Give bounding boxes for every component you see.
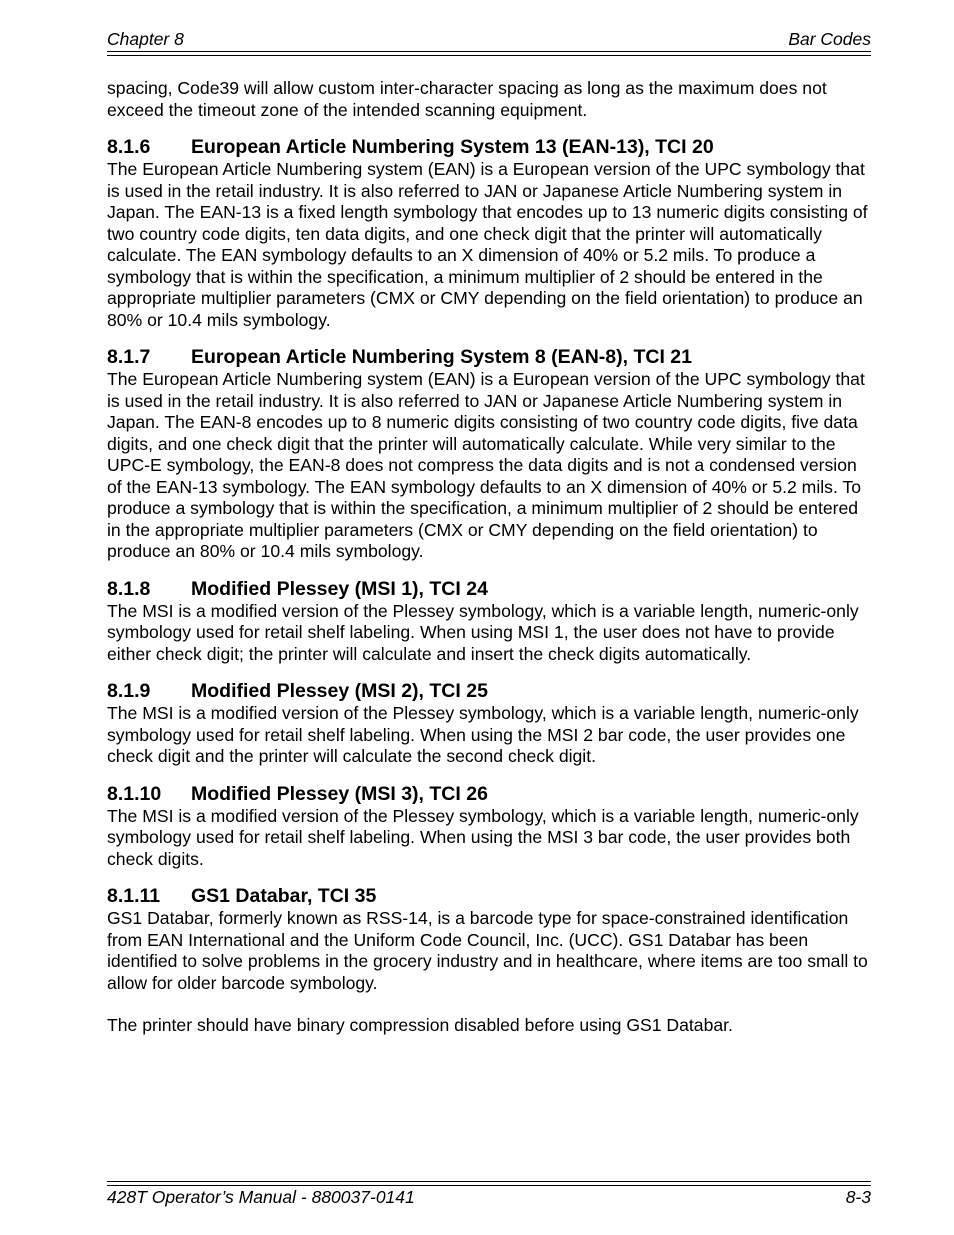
section-body: The European Article Numbering system (EAN) is a European version of the UPC symbology that is used in the retail industry. It is also referred to JAN or Japanese Article Numbering system in Japan. The EAN-8 encodes up to 8 numeric digits consisting of two country code digits, five data digits, and one check digit that the printer will automatically calculate. While very similar to the UPC-E symbology, the EAN-8 does not compress the data digits and is not a condensed version of the EAN-13 symbology. The EAN symbology defaults to an X dimension of 40% or 5.2 mils. To produce a symbology that is within the specification, a minimum multiplier of 2 should be entered in the appropriate multiplier parameters (CMX or CMY depending on the field orientation) to produce an 80% or 10.4 mils symbology.	[107, 369, 865, 561]
section-title: Modified Plessey (MSI 3), TCI 26	[191, 782, 488, 805]
section-title: GS1 Databar, TCI 35	[191, 885, 377, 907]
section-heading	[107, 782, 871, 806]
section-body: The European Article Numbering system (EAN) is a European version of the UPC symbology that is used in the retail industry. It is also referred to JAN or Japanese Article Numbering system in Japan. The EAN-13 is a fixed length symbology that encodes up to 13 numeric digits consisting of two country code digits, ten data digits, and one check digit that the printer will automatically calculate. The EAN symbology defaults to an X dimension of 40% or 5.2 mils. To produce a symbology that is within the specification, a minimum multiplier of 2 should be entered in the appropriate multiplier parameters (CMX or CMY depending on the field orientation) to produce an 80% or 10.4 mils symbology.	[107, 159, 868, 330]
intro-paragraph: spacing, Code39 will allow custom inter-character spacing as long as the maximum does not exceed the timeout zone of the intended scanning equipment.	[107, 78, 827, 120]
section-heading	[107, 679, 871, 703]
section-heading	[107, 345, 871, 369]
section-number: 8.1.11	[107, 885, 161, 907]
section-heading	[107, 884, 871, 908]
section-8-1-10	[107, 782, 871, 871]
page-content	[107, 78, 871, 1037]
manual-title: 428T Operator’s Manual - 880037-0141	[107, 1187, 415, 1207]
section-8-1-6	[107, 135, 871, 331]
section-note: The printer should have binary compression disabled before using GS1 Databar.	[107, 1015, 733, 1035]
section-8-1-9	[107, 679, 871, 768]
chapter-title: Bar Codes	[788, 29, 871, 49]
section-number: 8.1.8	[107, 577, 151, 600]
section-number: 8.1.9	[107, 680, 151, 702]
section-title: European Article Numbering System 8 (EAN-8), TCI 21	[191, 346, 692, 368]
section-8-1-7	[107, 345, 871, 563]
page-header	[107, 28, 871, 50]
header-divider	[107, 51, 871, 56]
section-title: Modified Plessey (MSI 1), TCI 24	[191, 577, 488, 600]
section-body: GS1 Databar, formerly known as RSS-14, is a barcode type for space-constrained identification from EAN International and the Uniform Code Council, Inc. (UCC). GS1 Databar has been identified to solve problems in the grocery industry and in healthcare, where items are too small to allow for older barcode symbology.	[107, 908, 868, 993]
section-heading	[107, 135, 871, 159]
page-footer	[107, 1186, 871, 1208]
section-body: The MSI is a modified version of the Plessey symbology, which is a variable length, numeric-only symbology used for retail shelf labeling. When using the MSI 2 bar code, the user provides one check digit and the printer will calculate the second check digit.	[107, 703, 859, 766]
section-body: The MSI is a modified version of the Plessey symbology, which is a variable length, numeric-only symbology used for retail shelf labeling. When using the MSI 3 bar code, the user provides both check digits.	[107, 805, 859, 869]
chapter-label: Chapter 8	[107, 29, 184, 49]
section-8-1-8	[107, 577, 871, 666]
section-title: Modified Plessey (MSI 2), TCI 25	[191, 680, 488, 702]
section-heading	[107, 577, 871, 601]
section-number: 8.1.7	[107, 346, 151, 368]
section-number: 8.1.6	[107, 136, 151, 158]
section-body: The MSI is a modified version of the Plessey symbology, which is a variable length, numeric-only symbology used for retail shelf labeling. When using MSI 1, the user does not have to provide either check digit; the printer will calculate and insert the check digits automatically.	[107, 600, 859, 664]
section-number: 8.1.10	[107, 782, 162, 805]
section-8-1-11	[107, 884, 871, 1037]
page-number: 8-3	[845, 1187, 871, 1207]
section-title: European Article Numbering System 13 (EAN-13), TCI 20	[191, 136, 714, 158]
